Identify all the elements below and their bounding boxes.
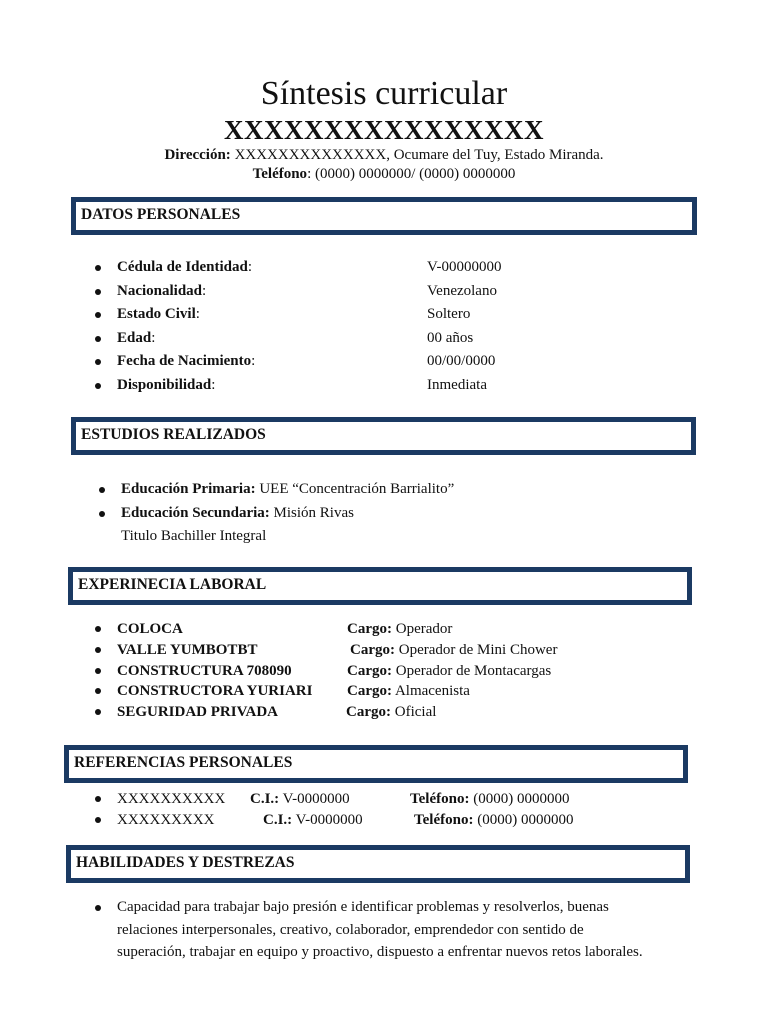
cargo-label: Cargo: bbox=[346, 704, 391, 721]
bullet-icon bbox=[95, 796, 101, 802]
cargo-label: Cargo: bbox=[347, 683, 392, 700]
bullet-icon bbox=[95, 817, 101, 823]
job-role bbox=[347, 619, 452, 640]
list-item: Nacionalidad: Venezolano bbox=[117, 280, 677, 304]
list-item bbox=[117, 681, 697, 702]
company-name: COLOCA bbox=[117, 621, 183, 637]
list-item bbox=[117, 810, 697, 831]
bullet-icon bbox=[95, 709, 101, 715]
field-label: Estado Civil bbox=[117, 306, 196, 322]
section-header-personal: DATOS PERSONALES bbox=[71, 197, 697, 235]
role-value: Operador bbox=[395, 621, 453, 637]
field-label: Fecha de Nacimiento bbox=[117, 353, 252, 369]
bullet-icon bbox=[95, 668, 101, 674]
role-value: Operador de Mini Chower bbox=[398, 641, 558, 658]
company-name: SEGURIDAD PRIVADA bbox=[117, 704, 278, 721]
bullet-icon bbox=[99, 511, 105, 517]
study-label: Educación Secundaria: bbox=[121, 504, 270, 521]
bullet-icon bbox=[95, 383, 101, 389]
field-value: V-00000000 bbox=[427, 259, 502, 275]
bullet-icon bbox=[95, 688, 101, 694]
cargo-label: Cargo: bbox=[347, 662, 392, 679]
address-label: Dirección: bbox=[164, 147, 231, 163]
role-value: Almacenista bbox=[394, 683, 470, 700]
candidate-name: XXXXXXXXXXXXXXXX bbox=[224, 115, 544, 145]
reference-name: XXXXXXXXXX bbox=[117, 791, 226, 807]
bullet-icon bbox=[95, 647, 101, 653]
reference-ci bbox=[263, 810, 363, 831]
skills-line: superación, trabajar en equipo y proactivo, dispuesto a enfrentar nuevos retos laborales. bbox=[117, 944, 643, 960]
bullet-icon bbox=[95, 905, 101, 911]
personal-data-list bbox=[117, 256, 677, 397]
field-label: Nacionalidad bbox=[117, 282, 203, 299]
studies-list bbox=[121, 478, 681, 525]
ci-label: C.I.: bbox=[250, 791, 280, 807]
address-value: XXXXXXXXXXXXXX, Ocumare del Tuy, Estado Miranda. bbox=[230, 147, 604, 163]
address-line bbox=[0, 146, 768, 164]
field-value: 00 años bbox=[427, 329, 474, 346]
ci-value: V-0000000 bbox=[295, 811, 363, 828]
study-value: UEE “Concentración Barrialito” bbox=[255, 481, 455, 497]
study-value: Misión Rivas bbox=[269, 504, 354, 521]
list-item: Estado Civil: Soltero bbox=[117, 303, 677, 327]
ci-label: C.I.: bbox=[263, 811, 293, 828]
section-header-studies: ESTUDIOS REALIZADOS bbox=[71, 417, 696, 455]
ci-value: V-0000000 bbox=[282, 791, 350, 807]
list-item bbox=[117, 789, 697, 810]
phone-value: (0000) 0000000 bbox=[473, 791, 570, 807]
list-item: Fecha de Nacimiento: 00/00/0000 bbox=[117, 350, 677, 374]
job-role bbox=[347, 661, 551, 682]
company-name: VALLE YUMBOTBT bbox=[117, 641, 258, 658]
list-item bbox=[121, 502, 681, 526]
job-role bbox=[347, 681, 470, 702]
bullet-icon bbox=[95, 626, 101, 632]
job-role bbox=[346, 702, 436, 723]
reference-name: XXXXXXXXX bbox=[117, 811, 215, 828]
list-item bbox=[117, 702, 697, 723]
list-item: Disponibilidad: Inmediata bbox=[117, 374, 677, 398]
study-label: Educación Primaria: bbox=[121, 481, 256, 497]
field-label: Disponibilidad bbox=[117, 376, 212, 393]
reference-phone bbox=[414, 810, 573, 831]
reference-ci bbox=[250, 789, 350, 810]
role-value: Operador de Montacargas bbox=[395, 662, 552, 679]
phone-value: : (0000) 0000000/ (0000) 0000000 bbox=[307, 166, 516, 182]
section-header-references: REFERENCIAS PERSONALES bbox=[64, 745, 688, 783]
bullet-icon bbox=[95, 265, 101, 271]
phone-line bbox=[0, 165, 768, 183]
section-header-skills: HABILIDADES Y DESTREZAS bbox=[66, 845, 690, 883]
page-title: Síntesis curricular bbox=[260, 75, 508, 112]
role-value: Oficial bbox=[394, 704, 437, 721]
field-value: Inmediata bbox=[427, 376, 487, 393]
skills-paragraph bbox=[117, 896, 707, 964]
bullet-icon bbox=[95, 336, 101, 342]
field-label: Cédula de Identidad bbox=[117, 259, 248, 275]
skills-line: relaciones interpersonales, creativo, colaborador, emprendedor con sentido de bbox=[117, 921, 584, 938]
list-item bbox=[117, 619, 697, 640]
experience-list bbox=[117, 619, 697, 723]
company-name: CONSTRUCTORA YURIARI bbox=[117, 683, 313, 700]
phone-label: Teléfono: bbox=[414, 811, 474, 828]
section-header-experience: EXPERINECIA LABORAL bbox=[68, 567, 692, 605]
references-list bbox=[117, 789, 697, 831]
bullet-icon bbox=[95, 359, 101, 365]
phone-label: Teléfono: bbox=[410, 791, 470, 807]
cargo-label: Cargo: bbox=[347, 621, 392, 637]
phone-value: (0000) 0000000 bbox=[477, 811, 574, 828]
cargo-label: Cargo: bbox=[350, 641, 395, 658]
list-item: Cédula de Identidad: V-00000000 bbox=[117, 256, 677, 280]
field-value: Soltero bbox=[427, 306, 471, 322]
list-item bbox=[117, 661, 697, 682]
skills-line: Capacidad para trabajar bajo presión e identificar problemas y resolverlos, buenas bbox=[117, 899, 609, 915]
reference-phone bbox=[410, 789, 569, 810]
bullet-icon bbox=[95, 289, 101, 295]
field-value: Venezolano bbox=[427, 282, 497, 299]
field-value: 00/00/0000 bbox=[427, 353, 496, 369]
job-role bbox=[350, 640, 557, 661]
studies-note: Titulo Bachiller Integral bbox=[121, 528, 267, 544]
list-item bbox=[117, 640, 697, 661]
list-item: Edad: 00 años bbox=[117, 327, 677, 351]
bullet-icon bbox=[95, 312, 101, 318]
bullet-icon bbox=[99, 487, 105, 493]
company-name: CONSTRUCTURA 708090 bbox=[117, 662, 292, 679]
list-item bbox=[121, 478, 681, 502]
field-label: Edad bbox=[117, 329, 152, 346]
phone-label: Teléfono bbox=[252, 166, 308, 182]
